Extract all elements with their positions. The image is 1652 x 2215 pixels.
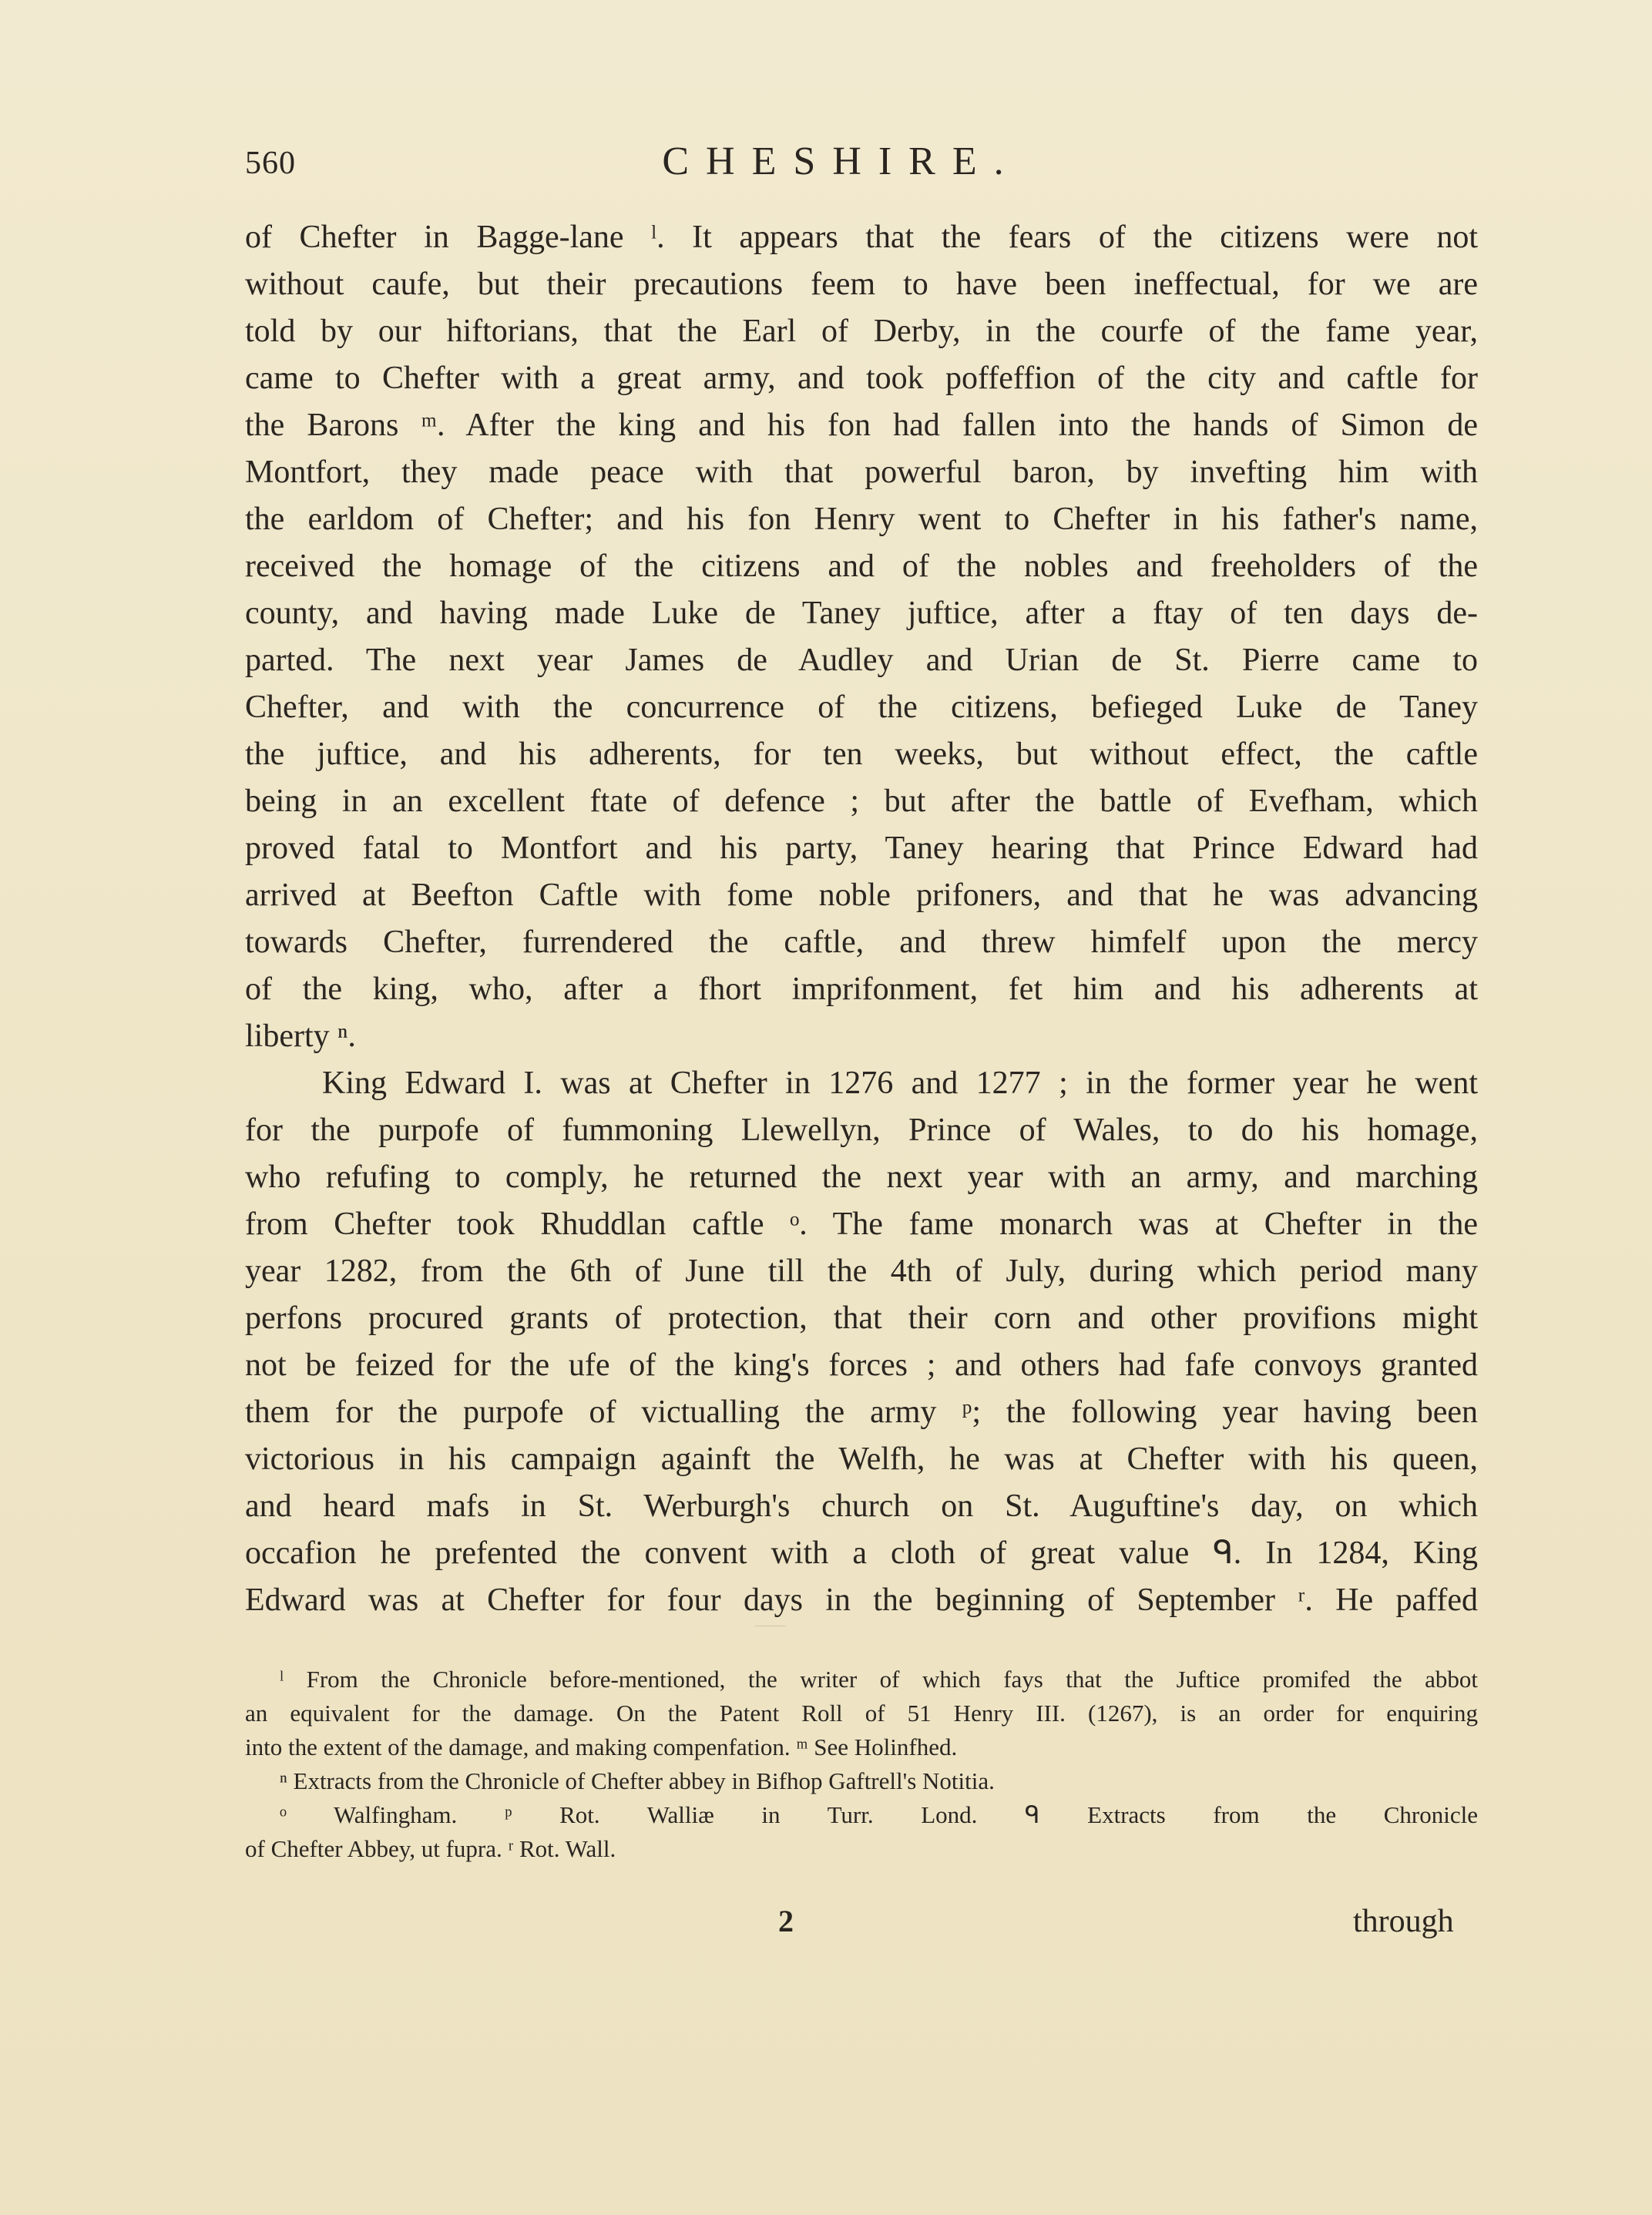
footnote-line: ᵒ Walfingham. ᵖ Rot. Walliæ in Turr. Lond. ᑫ Extracts from the Chronicle [280, 1801, 1478, 1828]
page-header [0, 139, 1652, 193]
text-line: from Chefter took Rhuddlan caftle ᵒ. The fame monarch was at Chefter in the [245, 1207, 1478, 1242]
footnotes [245, 1663, 1478, 1866]
text-line: Montfort, they made peace with that powerful baron, by invefting him with [245, 455, 1478, 490]
text-line: without caufe, but their precautions feem to have been ineffectual, for we are [245, 267, 1478, 302]
text-line: proved fatal to Montfort and his party, Taney hearing that Prince Edward had [245, 831, 1478, 866]
text-line: victorious in his campaign againft the Welfh, he was at Chefter with his queen, [245, 1441, 1478, 1477]
text-line: of the king, who, after a fhort imprifonment, fet him and his adherents at [245, 972, 1478, 1007]
text-line: and heard mafs in St. Werburgh's church on St. Auguftine's day, on which [245, 1488, 1478, 1524]
text-line: Edward was at Chefter for four days in the beginning of September ʳ. He paffed [245, 1582, 1478, 1618]
text-line: parted. The next year James de Audley and Urian de St. Pierre came to [245, 643, 1478, 678]
text-line: year 1282, from the 6th of June till the 4th of July, during which period many [245, 1253, 1478, 1289]
footnote-line: of Chefter Abbey, ut fupra. ʳ Rot. Wall. [245, 1835, 616, 1862]
text-line: of Chefter in Bagge-lane ˡ. It appears that the fears of the citizens were not [245, 220, 1478, 255]
text-line: occafion he prefented the convent with a cloth of great value ᑫ. In 1284, King [245, 1535, 1478, 1571]
text-line: being in an excellent ftate of defence ; but after the battle of Evefham, which [245, 784, 1478, 819]
footnote-line: an equivalent for the damage. On the Patent Roll of 51 Henry III. (1267), is an order for enquiring [245, 1700, 1478, 1727]
catchline [0, 1903, 1652, 1949]
text-line: Chefter, and with the concurrence of the citizens, befieged Luke de Taney [245, 690, 1478, 725]
body-text [245, 214, 1478, 1624]
text-line: perfons procured grants of protection, that their corn and other provifions might [245, 1300, 1478, 1336]
text-line: for the purpofe of fummoning Llewellyn, Prince of Wales, to do his homage, [245, 1113, 1478, 1148]
text-line: received the homage of the citizens and of the nobles and freeholders of the [245, 549, 1478, 584]
page-number: 560 [245, 146, 296, 181]
text-line: came to Chefter with a great army, and took poffeffion of the city and caftle for [245, 361, 1478, 396]
text-line: who refufing to comply, he returned the next year with an army, and marching [245, 1160, 1478, 1195]
text-line: county, and having made Luke de Taney juftice, after a ftay of ten days de- [245, 596, 1478, 631]
catchword: through [1353, 1904, 1454, 1939]
text-line: arrived at Beefton Caftle with fome noble prifoners, and that he was advancing [245, 878, 1478, 913]
text-line: King Edward I. was at Chefter in 1276 and 1277 ; in the former year he went [322, 1066, 1478, 1101]
footnote-line: ⁿ Extracts from the Chronicle of Chefter abbey in Bifhop Gaftrell's Notitia. [280, 1767, 995, 1794]
text-line: the Barons ᵐ. After the king and his fon had fallen into the hands of Simon de [245, 408, 1478, 443]
footnote-line: into the extent of the damage, and making compenfation. ᵐ See Holinfhed. [245, 1733, 958, 1760]
footnote-line: ˡ From the Chronicle before-mentioned, the writer of which fays that the Juftice promifed the abbot [280, 1666, 1478, 1693]
text-line: towards Chefter, furrendered the caftle, and threw himfelf upon the mercy [245, 925, 1478, 960]
text-line: the earldom of Chefter; and his fon Henry went to Chefter in his father's name, [245, 502, 1478, 537]
text-line: them for the purpofe of victualling the army ᵖ; the following year having been [245, 1394, 1478, 1430]
text-line: liberty ⁿ. [245, 1019, 356, 1054]
signature-mark: 2 [778, 1904, 794, 1938]
text-line: not be feized for the ufe of the king's forces ; and others had fafe convoys granted [245, 1347, 1478, 1383]
text-line: the juftice, and his adherents, for ten weeks, but without effect, the caftle [245, 737, 1478, 772]
text-line: told by our hiftorians, that the Earl of Derby, in the courfe of the fame year, [245, 314, 1478, 349]
running-title: CHESHIRE. [662, 139, 1021, 183]
